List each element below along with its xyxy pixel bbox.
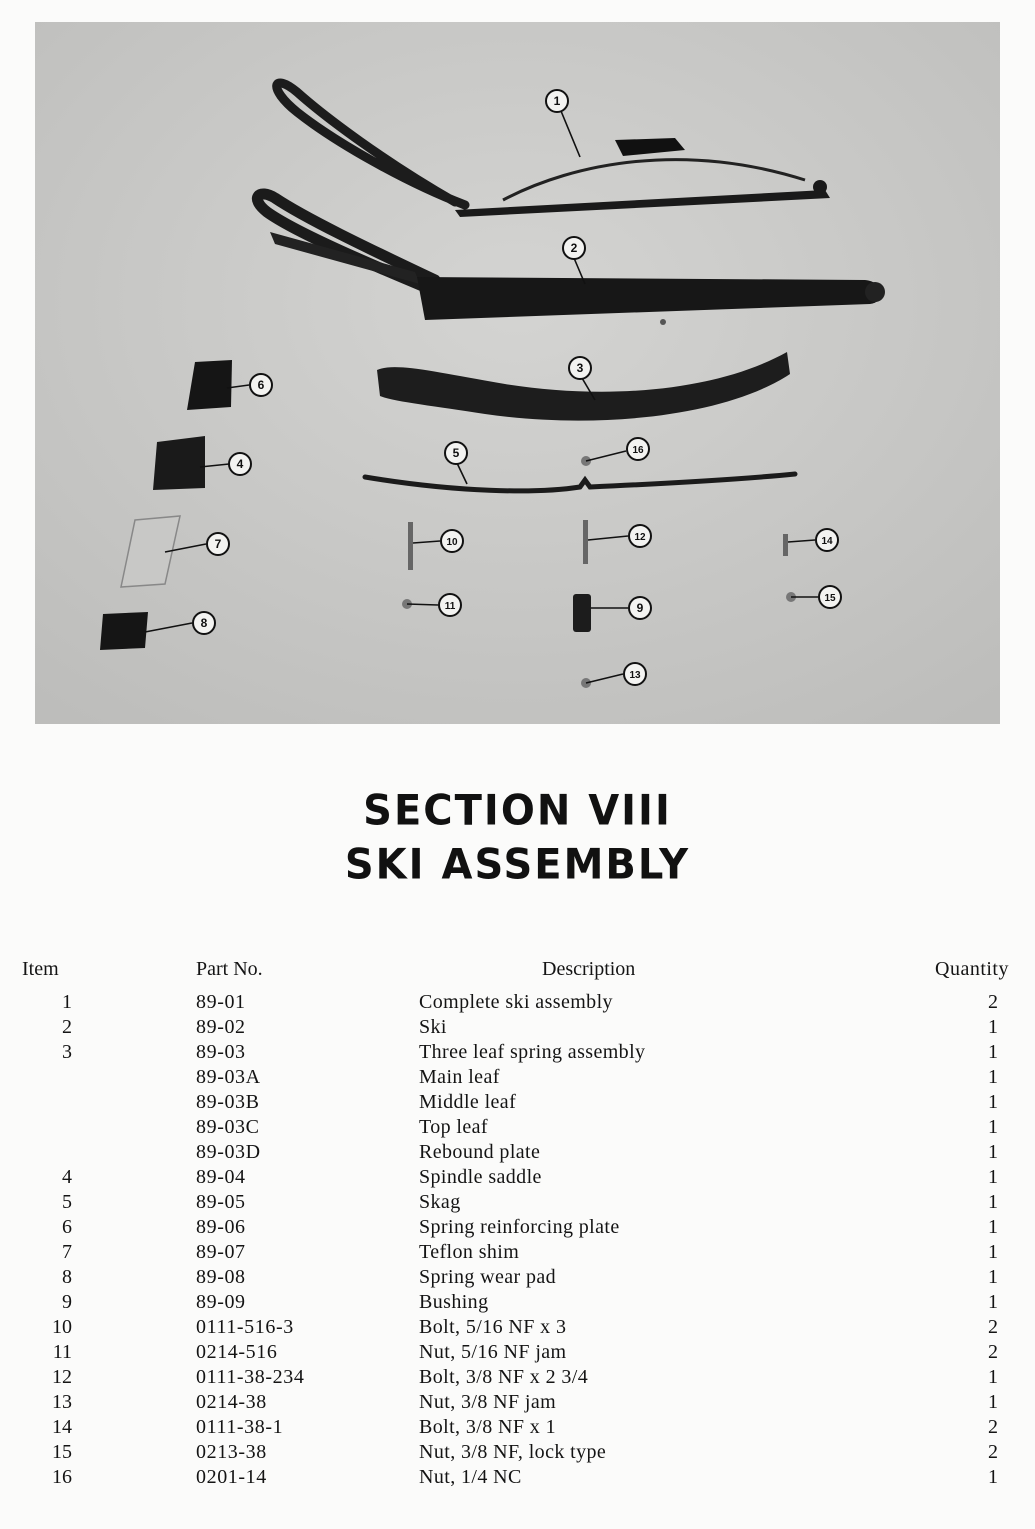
table-row <box>0 1165 1035 1190</box>
spring-wear-pad <box>100 612 148 650</box>
item-number: 15 <box>52 1441 72 1463</box>
part-description: Teflon shim <box>419 1241 520 1263</box>
part-quantity: 2 <box>988 1441 998 1463</box>
callout-label-16: 16 <box>632 445 644 456</box>
part-number: 0214-516 <box>196 1341 278 1363</box>
part-number: 0201-14 <box>196 1466 267 1488</box>
part-description: Ski <box>419 1016 447 1038</box>
part-quantity: 2 <box>988 991 998 1013</box>
part-description: Spring reinforcing plate <box>419 1216 620 1238</box>
callout-label-5: 5 <box>452 446 460 460</box>
part-description: Bushing <box>419 1291 489 1313</box>
table-row <box>0 1040 1035 1065</box>
part-description: Skag <box>419 1191 461 1213</box>
part-quantity: 1 <box>988 1091 998 1113</box>
part-quantity: 1 <box>988 1191 998 1213</box>
item-number: 3 <box>62 1041 72 1063</box>
part-quantity: 1 <box>988 1166 998 1188</box>
item-number: 12 <box>52 1366 72 1388</box>
item-number: 10 <box>52 1316 72 1338</box>
part-quantity: 1 <box>988 1066 998 1088</box>
table-row <box>0 1365 1035 1390</box>
table-row <box>0 1140 1035 1165</box>
item-number: 7 <box>62 1241 72 1263</box>
callout-label-9: 9 <box>636 601 644 615</box>
part-quantity: 1 <box>988 1391 998 1413</box>
part-quantity: 1 <box>988 1041 998 1063</box>
callout-label-8: 8 <box>200 616 208 630</box>
part-number: 89-07 <box>196 1241 246 1263</box>
part-number: 0213-38 <box>196 1441 267 1463</box>
spindle-saddle <box>153 436 205 490</box>
part-quantity: 2 <box>988 1316 998 1338</box>
table-row <box>0 1465 1035 1490</box>
table-row <box>0 1315 1035 1340</box>
part-number: 89-08 <box>196 1266 246 1288</box>
callout-label-6: 6 <box>257 378 265 392</box>
item-number: 6 <box>62 1216 72 1238</box>
callout-label-1: 1 <box>553 94 561 108</box>
callout-label-15: 15 <box>824 593 836 604</box>
item-number: 14 <box>52 1416 72 1438</box>
item-number: 5 <box>62 1191 72 1213</box>
part-quantity: 1 <box>988 1291 998 1313</box>
part-description: Main leaf <box>419 1066 500 1088</box>
part-description: Middle leaf <box>419 1091 517 1113</box>
part-description: Spring wear pad <box>419 1266 557 1288</box>
part-quantity: 1 <box>988 1266 998 1288</box>
part-number: 89-09 <box>196 1291 246 1313</box>
part-quantity: 1 <box>988 1141 998 1163</box>
part-description: Top leaf <box>419 1116 488 1138</box>
bolt-3-8-short <box>783 534 788 556</box>
item-number: 9 <box>62 1291 72 1313</box>
part-description: Bolt, 5/16 NF x 3 <box>419 1316 567 1338</box>
part-description: Rebound plate <box>419 1141 541 1163</box>
part-number: 89-03A <box>196 1066 261 1088</box>
part-number: 0111-38-234 <box>196 1366 305 1388</box>
part-number: 89-02 <box>196 1016 246 1038</box>
header-part-no: Part No. <box>196 958 263 980</box>
part-quantity: 1 <box>988 1366 998 1388</box>
table-row <box>0 1415 1035 1440</box>
parts-table <box>0 990 1035 1490</box>
part-number: 89-03C <box>196 1116 260 1138</box>
table-row <box>0 1440 1035 1465</box>
part-description: Bolt, 3/8 NF x 1 <box>419 1416 556 1438</box>
table-row <box>0 1390 1035 1415</box>
part-number: 89-03B <box>196 1091 260 1113</box>
table-row <box>0 1240 1035 1265</box>
item-number: 4 <box>62 1166 72 1188</box>
callout-label-3: 3 <box>576 361 584 375</box>
part-number: 0214-38 <box>196 1391 267 1413</box>
callout-label-14: 14 <box>821 536 833 547</box>
callout-label-2: 2 <box>570 241 578 255</box>
callout-label-4: 4 <box>236 457 244 471</box>
table-row <box>0 1015 1035 1040</box>
part-number: 89-01 <box>196 991 246 1013</box>
item-number: 13 <box>52 1391 72 1413</box>
part-number: 0111-38-1 <box>196 1416 284 1438</box>
part-description: Bolt, 3/8 NF x 2 3/4 <box>419 1366 589 1388</box>
callout-label-7: 7 <box>214 537 222 551</box>
callout-label-10: 10 <box>446 537 458 548</box>
callout-label-13: 13 <box>629 670 641 681</box>
table-row <box>0 1340 1035 1365</box>
section-subtitle: SKI ASSEMBLY <box>344 840 691 890</box>
part-description: Nut, 3/8 NF jam <box>419 1391 557 1413</box>
part-description: Nut, 5/16 NF jam <box>419 1341 567 1363</box>
bolt-5-16 <box>408 522 413 570</box>
table-row <box>0 990 1035 1015</box>
header-description: Description <box>542 958 636 980</box>
part-quantity: 1 <box>988 1116 998 1138</box>
part-description: Spindle saddle <box>419 1166 542 1188</box>
part-number: 89-05 <box>196 1191 246 1213</box>
table-row <box>0 1190 1035 1215</box>
part-quantity: 2 <box>988 1416 998 1438</box>
part-number: 89-04 <box>196 1166 246 1188</box>
section-title: SECTION VIII <box>363 786 672 836</box>
part-quantity: 1 <box>988 1241 998 1263</box>
header-item: Item <box>22 958 59 980</box>
table-row <box>0 1065 1035 1090</box>
bushing <box>573 594 591 632</box>
header-quantity: Quantity <box>935 958 1009 980</box>
part-number: 0111-516-3 <box>196 1316 294 1338</box>
part-description: Complete ski assembly <box>419 991 613 1013</box>
callout-label-11: 11 <box>444 601 456 612</box>
part-description: Nut, 1/4 NC <box>419 1466 522 1488</box>
part-number: 89-03 <box>196 1041 246 1063</box>
part-quantity: 1 <box>988 1466 998 1488</box>
item-number: 1 <box>62 991 72 1013</box>
item-number: 11 <box>52 1341 72 1363</box>
table-row <box>0 1090 1035 1115</box>
bolt-3-8-long <box>583 520 588 564</box>
part-description: Nut, 3/8 NF, lock type <box>419 1441 607 1463</box>
parts-photograph <box>35 22 1000 724</box>
table-row <box>0 1115 1035 1140</box>
part-number: 89-03D <box>196 1141 261 1163</box>
part-description: Three leaf spring assembly <box>419 1041 646 1063</box>
item-number: 2 <box>62 1016 72 1038</box>
part-quantity: 2 <box>988 1341 998 1363</box>
part-quantity: 1 <box>988 1216 998 1238</box>
callout-label-12: 12 <box>634 532 646 543</box>
table-row <box>0 1290 1035 1315</box>
item-number: 16 <box>52 1466 72 1488</box>
item-number: 8 <box>62 1266 72 1288</box>
table-row <box>0 1265 1035 1290</box>
part-quantity: 1 <box>988 1016 998 1038</box>
part-number: 89-06 <box>196 1216 246 1238</box>
table-row <box>0 1215 1035 1240</box>
